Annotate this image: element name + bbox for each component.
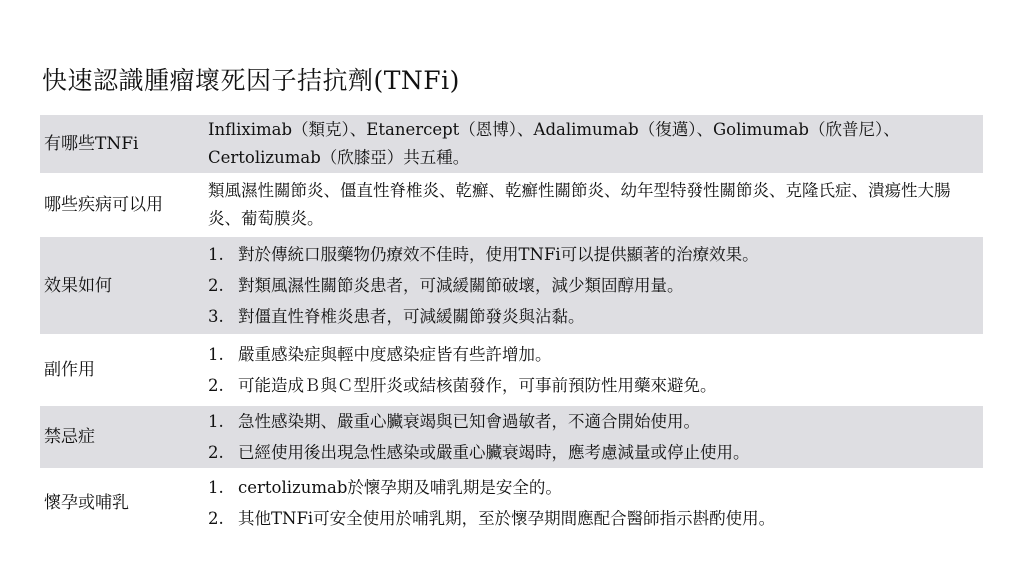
list-number: 1. [208, 412, 224, 431]
row-label: 效果如何 [44, 275, 112, 296]
row-label: 副作用 [44, 360, 95, 380]
numbered-list [208, 239, 973, 332]
list-item [208, 339, 973, 370]
list-number: 3. [208, 307, 224, 326]
list-text: 對僵直性脊椎炎患者，可減緩關節發炎與沾黏。 [238, 307, 585, 326]
list-item [208, 370, 973, 401]
row-text: Infliximab（類克）、Etanercept（恩博）、Adalimumab（復邁）、Golimumab（欣普尼）、Certolizumab（欣膝亞）共五種。 [208, 120, 900, 167]
list-text: 急性感染期、嚴重心臟衰竭與已知會過敏者，不適合開始使用。 [238, 412, 700, 431]
list-text: 可能造成Ｂ與Ｃ型肝炎或結核菌發作，可事前預防性用藥來避免。 [238, 376, 717, 395]
row-content [208, 339, 983, 401]
list-number: 2. [208, 443, 224, 462]
list-text: certolizumab於懷孕期及哺乳期是安全的。 [238, 478, 562, 497]
row-text: 類風濕性關節炎、僵直性脊椎炎、乾癬、乾癬性關節炎、幼年型特發性關節炎、克隆氏症、潰瘍性大腸炎、葡萄膜炎。 [208, 181, 951, 228]
numbered-list [208, 472, 973, 534]
table-row-pregnancy-lactation [40, 471, 983, 535]
row-label: 懷孕或哺乳 [44, 493, 129, 513]
page-title: 快速認識腫瘤壞死因子拮抗劑(TNFi) [42, 66, 460, 95]
list-item [208, 406, 973, 437]
list-item [208, 503, 973, 534]
list-number: 1. [208, 345, 224, 364]
row-label: 哪些疾病可以用 [44, 195, 163, 215]
list-text: 對類風濕性關節炎患者，可減緩關節破壞，減少類固醇用量。 [238, 276, 684, 295]
row-label: 禁忌症 [44, 427, 95, 447]
info-table [40, 115, 983, 538]
list-number: 2. [208, 276, 224, 295]
row-label: 有哪些TNFi [44, 134, 139, 154]
list-text: 對於傳統口服藥物仍療效不佳時，使用TNFi可以提供顯著的治療效果。 [238, 245, 759, 264]
row-content [208, 177, 983, 233]
table-row-which-tnfi [40, 115, 983, 173]
table-row-indications [40, 176, 983, 234]
list-item [208, 301, 973, 332]
row-content [208, 239, 983, 332]
numbered-list [208, 406, 973, 468]
list-number: 1. [208, 245, 224, 264]
list-item [208, 437, 973, 468]
list-number: 2. [208, 509, 224, 528]
numbered-list [208, 339, 973, 401]
list-item [208, 270, 973, 301]
list-number: 2. [208, 376, 224, 395]
table-row-side-effects [40, 337, 983, 403]
table-row-contraindications [40, 406, 983, 468]
list-text: 嚴重感染症與輕中度感染症皆有些許增加。 [238, 345, 552, 364]
list-text: 其他TNFi可安全使用於哺乳期，至於懷孕期間應配合醫師指示斟酌使用。 [238, 509, 776, 528]
row-content [208, 472, 983, 534]
row-content [208, 406, 983, 468]
list-number: 1. [208, 478, 224, 497]
list-item [208, 239, 973, 270]
row-content [208, 116, 983, 172]
table-row-efficacy [40, 237, 983, 334]
list-text: 已經使用後出現急性感染或嚴重心臟衰竭時，應考慮減量或停止使用。 [238, 443, 750, 462]
list-item [208, 472, 973, 503]
